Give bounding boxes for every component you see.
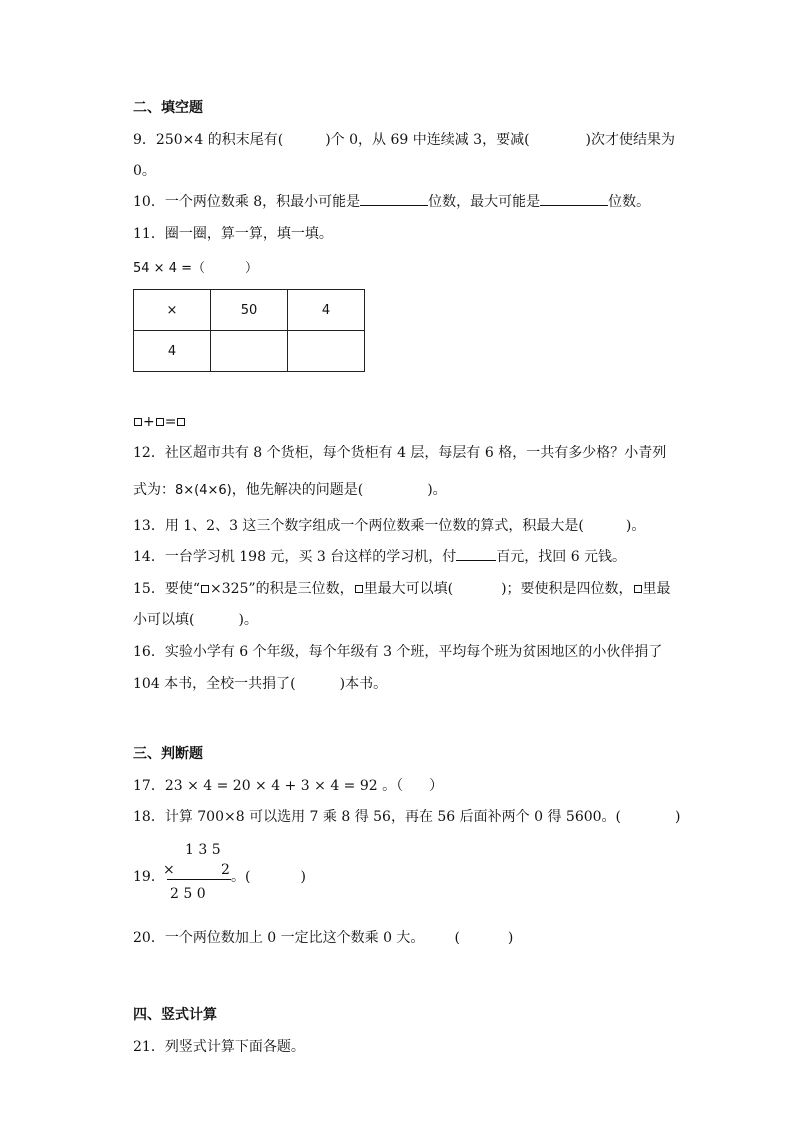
q19-divider-line <box>167 879 231 880</box>
q19-end: ) <box>300 869 306 885</box>
q20-paren-close: ) <box>507 930 514 946</box>
empty-box-icon[interactable] <box>156 418 164 426</box>
question-9 <box>133 131 675 149</box>
q11-multiplication-table <box>133 289 365 372</box>
table-row <box>134 290 365 331</box>
q19-multiplier: 2 <box>221 862 230 878</box>
q10-text-1: 10．一个两位数乘 8，积最小可能是 <box>133 194 361 210</box>
table-row <box>134 331 365 372</box>
empty-box-icon <box>634 585 642 593</box>
q10-blank-2[interactable] <box>540 193 608 206</box>
q19-top-number: 1 3 5 <box>185 842 221 858</box>
question-11: 11．圈一圈，算一算，填一填。 <box>133 226 333 242</box>
question-13 <box>133 517 645 535</box>
question-16-line2 <box>133 675 387 693</box>
empty-box-icon <box>355 585 363 593</box>
question-14 <box>133 548 626 566</box>
q10-blank-1[interactable] <box>360 193 428 206</box>
q19-result: 2 5 0 <box>170 886 206 902</box>
table-row-label: 4 <box>134 331 211 372</box>
q10-text-3: 位数。 <box>608 194 651 210</box>
question-15 <box>133 580 671 598</box>
q20-text: 20．一个两位数加上 0 一定比这个数乘 0 大。 <box>133 930 425 946</box>
question-16: 16．实验小学有 6 个年级，每个年级有 3 个班，平均每个班为贫困地区的小伙伴捐了 <box>133 644 663 660</box>
question-18 <box>133 808 681 826</box>
q15-text-4: )；要使积是四位数， <box>501 581 633 597</box>
table-header-4: 4 <box>288 290 365 331</box>
q15-line2-a: 小可以填( <box>133 612 195 628</box>
q18-text: 18．计算 700×8 可以选用 7 乘 8 得 56，再在 56 后面补两个 0 得 5600。( <box>133 809 622 825</box>
q12-text-a: 式为： <box>133 482 175 498</box>
plus-sign: + <box>143 414 155 430</box>
q12-text-b: ，他先解决的问题是( <box>231 482 364 498</box>
q15-text-2: ×325”的积是三位数， <box>209 581 354 597</box>
q9-text-1: 9．250×4 的积末尾有( <box>133 132 284 148</box>
q15-line2-b: )。 <box>238 612 258 628</box>
q16-line2-a: 104 本书，全校一共捐了( <box>133 676 296 692</box>
q11-expression-end: ） <box>245 261 259 276</box>
q13-text-1: 13．用 1、2、3 这三个数字组成一个两位数乘一位数的算式，积最大是( <box>133 518 584 534</box>
question-21: 21．列竖式计算下面各题。 <box>133 1039 305 1055</box>
q10-text-2: 位数，最大可能是 <box>428 194 541 210</box>
table-header-50: 50 <box>211 290 288 331</box>
q13-text-2: )。 <box>625 518 646 534</box>
section-heading-vertical: 四、竖式计算 <box>133 1007 217 1023</box>
q20-paren-open: ( <box>454 930 460 946</box>
table-cell-answer-1[interactable] <box>211 331 288 372</box>
q19-tail-text: 。( <box>231 869 251 885</box>
question-20 <box>133 929 513 947</box>
empty-box-icon[interactable] <box>134 418 142 426</box>
q17-expression: 17．23 × 4 = 20 × 4 + 3 × 4 = 92 。（ <box>133 778 404 794</box>
table-header-times: × <box>134 290 211 331</box>
empty-box-icon <box>201 585 209 593</box>
q15-text-3: 里最大可以填( <box>363 581 454 597</box>
section-heading-fill-in: 二、填空题 <box>133 100 203 116</box>
q11-expression-text: 54 × 4 =（ <box>133 261 205 276</box>
q14-text-1: 14．一台学习机 198 元，买 3 台这样的学习机，付 <box>133 549 457 565</box>
q11-expression <box>133 260 258 278</box>
q16-line2-b: )本书。 <box>339 676 388 692</box>
q19-times-sign: × <box>163 862 175 878</box>
q12-text-c: )。 <box>427 482 447 498</box>
question-15-line2 <box>133 611 258 629</box>
equals-sign: = <box>164 414 177 430</box>
q15-text-1: 15．要使“ <box>133 581 200 597</box>
question-12-line2 <box>133 481 447 500</box>
q17-end: ） <box>429 778 444 794</box>
table-cell-answer-2[interactable] <box>288 331 365 372</box>
q14-blank[interactable] <box>456 548 496 561</box>
q11-box-equation <box>133 413 186 431</box>
q18-end: ) <box>675 809 681 825</box>
q9-text-3: )次才使结果为 <box>585 132 676 148</box>
q15-text-5: 里最 <box>642 581 671 597</box>
question-9-line2: 0。 <box>133 163 156 179</box>
q14-text-2: 百元，找回 6 元钱。 <box>496 549 627 565</box>
q12-formula: 8×(4×6) <box>175 483 232 498</box>
empty-box-icon[interactable] <box>177 418 185 426</box>
question-10 <box>133 193 650 211</box>
q19-number: 19． <box>133 869 165 885</box>
section-heading-judge: 三、判断题 <box>133 746 203 762</box>
q19-tail <box>231 866 306 886</box>
q9-text-2: )个 0，从 69 中连续减 3，要减( <box>325 132 530 148</box>
question-12: 12．社区超市共有 8 个货柜，每个货柜有 4 层，每层有 6 格，一共有多少格？小青列 <box>133 445 667 461</box>
question-17 <box>133 777 443 795</box>
